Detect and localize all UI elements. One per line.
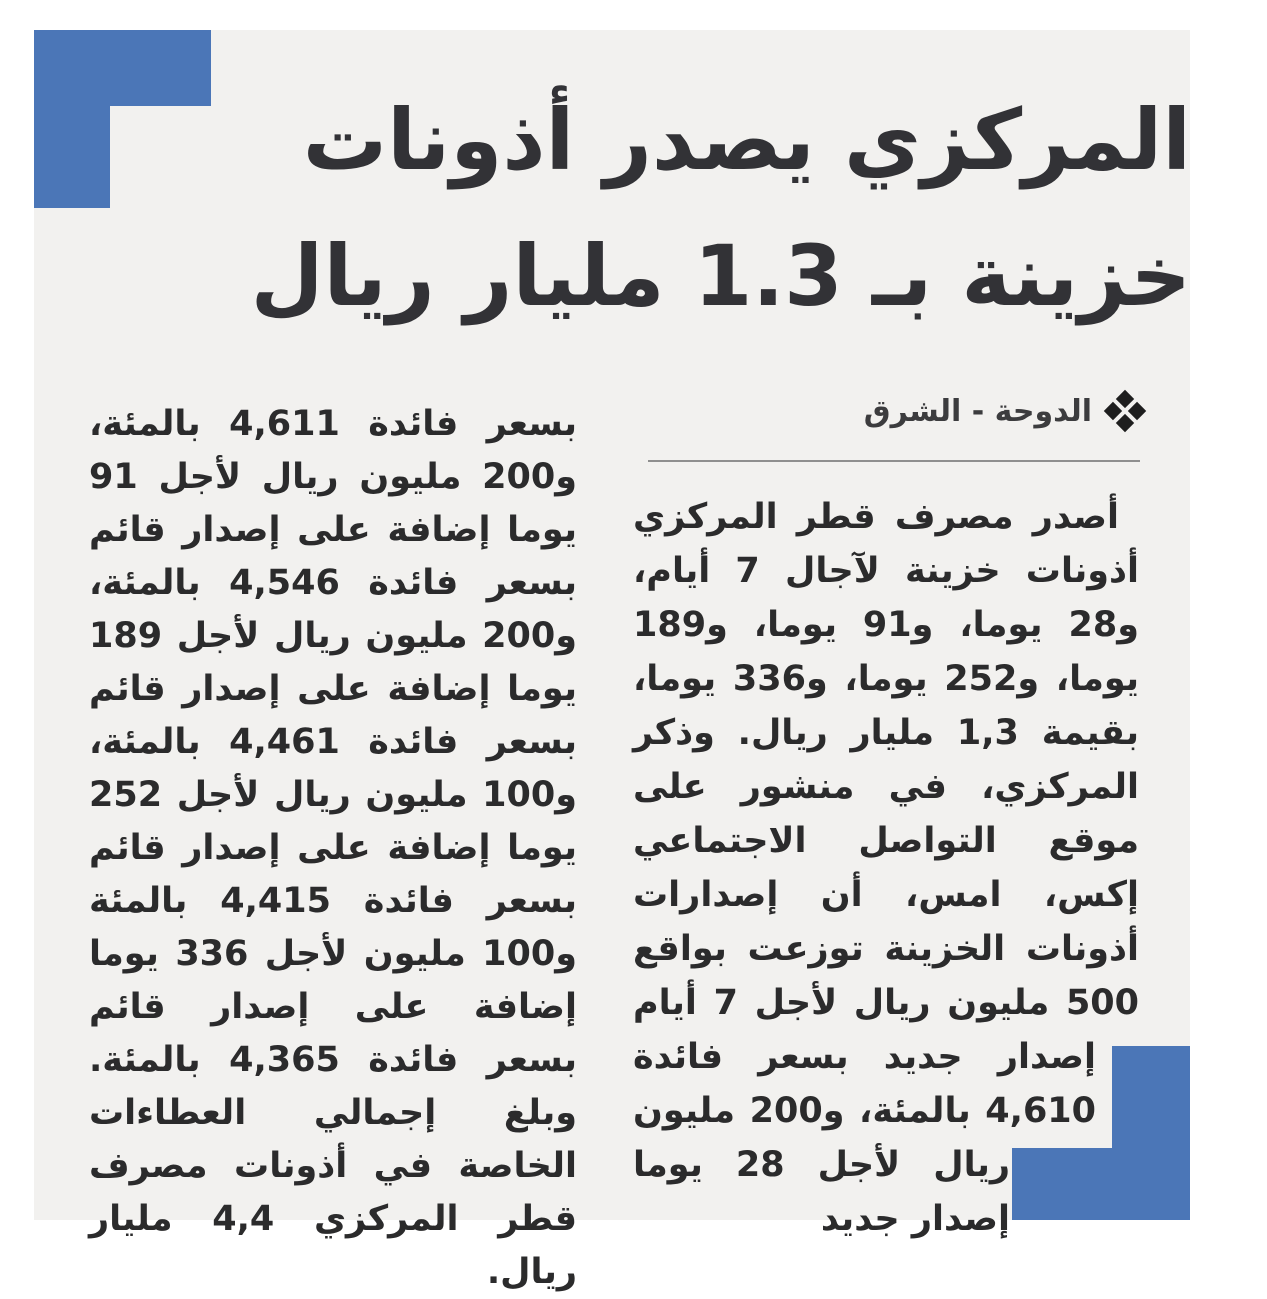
four-diamonds-icon bbox=[1104, 390, 1146, 432]
wrap-spacer bbox=[1010, 1142, 1140, 1218]
page-title bbox=[240, 72, 1191, 344]
article-paragraph-lead bbox=[633, 490, 1140, 1246]
byline-text: الدوحة - الشرق bbox=[863, 393, 1092, 429]
byline bbox=[648, 388, 1140, 434]
article-column-left bbox=[89, 398, 577, 1299]
wrap-spacer bbox=[1139, 490, 1140, 1040]
article-paragraph-continuation: بسعر فائدة 4,611 بالمئة، و200 مليون ريال لأجل 91 يوما إضافة على إصدار قائم بسعر فائدة 4,546 بالمئة، و200 مليون ريال لأجل 189 يوما إضافة على إصدار قائم بسعر فائدة 4,461 بالمئة، و100 مليون ريال لأجل 252 يوما إضافة على إصدار قائم بسعر فائدة 4,415 بالمئة و100 مليون لأجل 336 يوما إضافة على إصدار قائم بسعر فائدة 4,365 بالمئة. وبلغ إجمالي العطاءات الخاصة في أذونات مصرف قطر المركزي 4,4 مليار ريال. bbox=[89, 404, 577, 1292]
article-paragraph-lead-text: أصدر مصرف قطر المركزي أذونات خزينة لآجال 7 أيام، و28 يوما، و91 يوما، و189 يوما، و252 يوما، و336 يوما، بقيمة 1,3 مليار ريال. وذكر المركزي، في منشور على موقع التواصل الاجتماعي إكس، امس، أن إصدارات أذونات الخزينة توزعت بواقع 500 مليون ريال لأجل 7 أيام إصدار جديد بسعر فائدة 4,610 بالمئة، و200 مليون ريال لأجل 28 يوما إصدار جديد bbox=[633, 497, 1139, 1239]
headline-line-2: خزينة بـ 1.3 مليار ريال bbox=[250, 227, 1191, 325]
wrap-spacer bbox=[1096, 1040, 1140, 1142]
article-column-right bbox=[633, 388, 1140, 1246]
headline-line-1: المركزي يصدر أذونات bbox=[302, 91, 1191, 189]
corner-accent-top-left-icon bbox=[34, 30, 110, 208]
byline-divider bbox=[648, 460, 1140, 462]
